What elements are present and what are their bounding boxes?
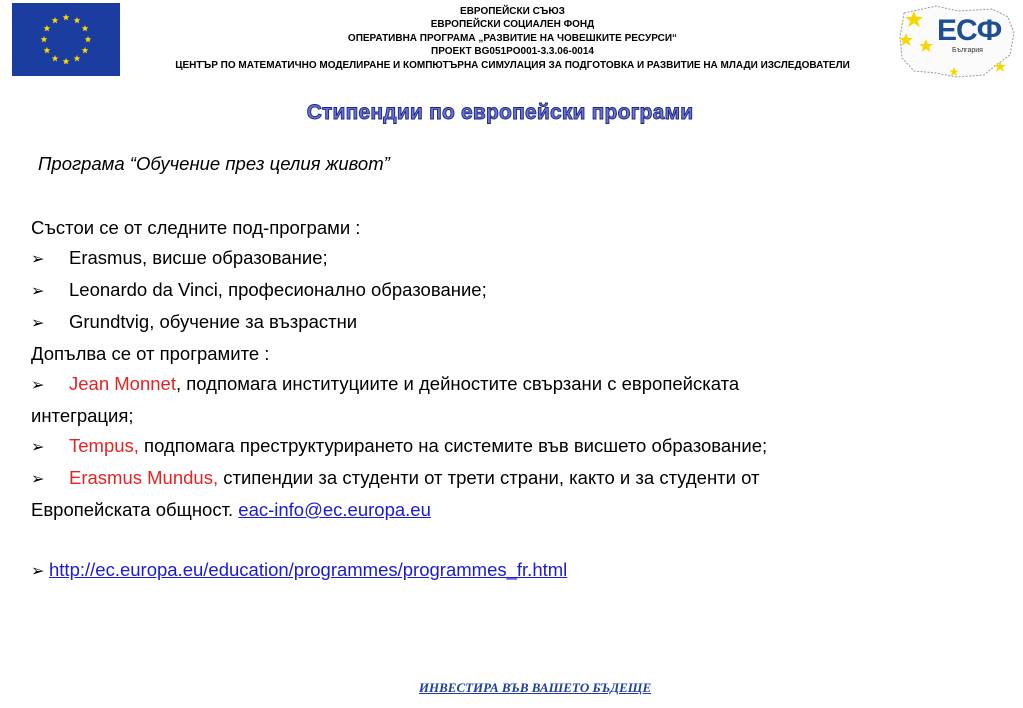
list-item [31,243,1016,275]
program-desc-jean-monnet: , подпомага институциите и дейностите свързани с европейската [175,373,740,394]
program-name: Програма “Обучение през целия живот” [38,153,390,174]
spacer [31,525,1016,555]
arrow-bullet-icon: ➢ [31,251,45,268]
header-line-eu: ЕВРОПЕЙСКИ СЪЮЗ [460,6,565,17]
supplements-intro: Допълва се от програмите : [31,343,270,364]
arrow-bullet-icon: ➢ [31,563,45,580]
main-content [31,213,1016,587]
list-item-continuation: интеграция; [31,405,134,426]
header-line-center: ЦЕНТЪР ПО МАТЕМАТИЧНО МОДЕЛИРАНЕ И КОМПЮТЪРНА СИМУЛАЦИЯ ЗА ПОДГОТОВКА И РАЗВИТИЕ НА МЛАДИ ИЗСЛЕДОВАТЕЛИ [175,59,850,71]
arrow-bullet-icon: ➢ [31,439,45,456]
list-item [31,275,1016,307]
project-header [130,5,895,72]
list-item [31,463,1016,495]
program-name-erasmus-mundus: Erasmus Mundus, [69,467,219,488]
program-desc-tempus: подпомага преструктурирането на системите във висшето образование; [138,435,768,456]
esf-logo-text: ЕСФ [937,14,1002,47]
email-link[interactable]: eac-info@ec.europa.eu [238,499,431,520]
list-item [31,431,1016,463]
arrow-bullet-icon: ➢ [31,315,45,332]
subprogram-erasmus: Erasmus, висше образование; [69,247,328,268]
page-title: Стипендии по европейски програми [306,101,694,124]
program-name-tempus: Tempus, [69,435,139,456]
subprograms-intro: Състои се от следните под-програми : [31,217,361,238]
eu-flag-icon [12,3,120,76]
arrow-bullet-icon: ➢ [31,283,45,300]
programmes-url-link[interactable]: http://ec.europa.eu/education/programmes/programmes_fr.html [49,559,568,580]
url-item [31,555,1016,587]
program-name-jean-monnet: Jean Monnet [69,373,176,394]
esf-logo-subtext: България [952,47,983,54]
arrow-bullet-icon: ➢ [31,471,45,488]
list-item [31,307,1016,339]
header-line-programme: ОПЕРАТИВНА ПРОГРАМА „РАЗВИТИЕ НА ЧОВЕШКИТЕ РЕСУРСИ“ [347,32,678,44]
list-item [31,369,1016,401]
esf-logo [896,3,1020,79]
program-desc-erasmus-mundus: стипендии за студенти от трети страни, както и за студенти от [218,467,760,488]
footer-slogan: ИНВЕСТИРА ВЪВ ВАШЕТО БЪДЕЩЕ [418,680,652,695]
header-line-esf: ЕВРОПЕЙСКИ СОЦИАЛЕН ФОНД [430,19,595,31]
subprogram-grundtvig: Grundtvig, обучение за възрастни [69,311,358,332]
erasmus-mundus-continuation: Европейската общност. [31,499,239,520]
subprogram-leonardo: Leonardo da Vinci, професионално образование; [69,279,487,300]
list-item-continuation [31,495,1016,525]
header-line-project: ПРОЕКТ BG051PO001-3.3.06-0014 [431,46,594,58]
arrow-bullet-icon: ➢ [31,377,45,394]
